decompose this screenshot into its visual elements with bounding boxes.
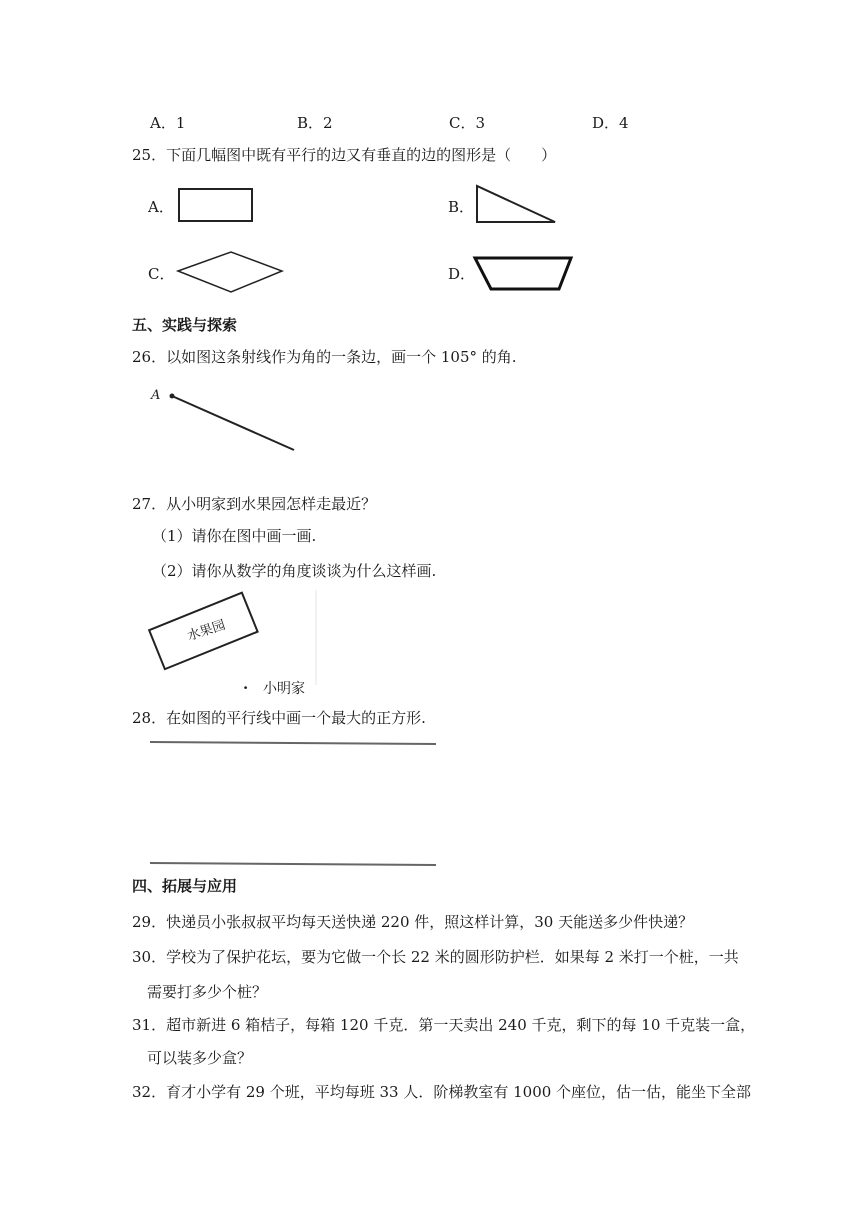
trapezoid-shape [473, 256, 575, 294]
q29-question: 29．快递员小张叔叔平均每天送快递 220 件，照这样计算，30 天能送多少件快递？ [132, 913, 694, 931]
home-label: 小明家 [263, 681, 305, 697]
rhombus-shape [176, 250, 286, 296]
q31-question-line1: 31．超市新进 6 箱桔子，每箱 120 千克．第一天卖出 240 千克，剩下的每 10 千克装一盒， [132, 1016, 756, 1034]
q24-option-b: B．2 [297, 114, 333, 132]
section-5-heading: 五、实践与探索 [132, 316, 238, 334]
q26-question: 26．以如图这条射线作为角的一条边，画一个 105° 的角. [132, 348, 517, 366]
home-dot: · [243, 679, 249, 697]
orchard-label: 水果园 [185, 617, 228, 645]
section-4-heading: 四、拓展与应用 [132, 877, 238, 895]
q25-label-c: C． [148, 265, 175, 283]
q24-option-d: D．4 [592, 114, 629, 132]
q25-label-d: D． [448, 265, 476, 283]
parallel-lines-figure [150, 738, 440, 870]
q27-question: 27．从小明家到水果园怎样走最近？ [132, 495, 377, 513]
q27-sub2: （2）请你从数学的角度谈谈为什么这样画. [152, 562, 437, 580]
ray-figure [148, 385, 308, 475]
q32-question-line1: 32．育才小学有 29 个班，平均每班 33 人．阶梯教室有 1000 个座位，估一估，能坐下全部 [132, 1083, 752, 1101]
q25-label-b: B． [448, 198, 475, 216]
q25-label-a: A． [148, 198, 174, 216]
point-a-label: A [151, 388, 161, 403]
q31-question-line2: 可以装多少盒？ [147, 1049, 253, 1067]
q24-option-c: C．3 [449, 114, 486, 132]
q28-question: 28．在如图的平行线中画一个最大的正方形. [132, 709, 426, 727]
q27-sub1: （1）请你在图中画一画. [152, 527, 317, 545]
rectangle-shape [178, 188, 254, 224]
q25-question: 25．下面几幅图中既有平行的边又有垂直的边的图形是（ ） [132, 146, 557, 164]
q30-question-line1: 30．学校为了保护花坛，要为它做一个长 22 米的圆形防护栏．如果每 2 米打一个桩，一共 [132, 948, 739, 966]
q30-question-line2: 需要打多少个桩？ [147, 983, 268, 1001]
q24-option-a: A．1 [150, 114, 186, 132]
right-triangle-shape [475, 184, 559, 226]
